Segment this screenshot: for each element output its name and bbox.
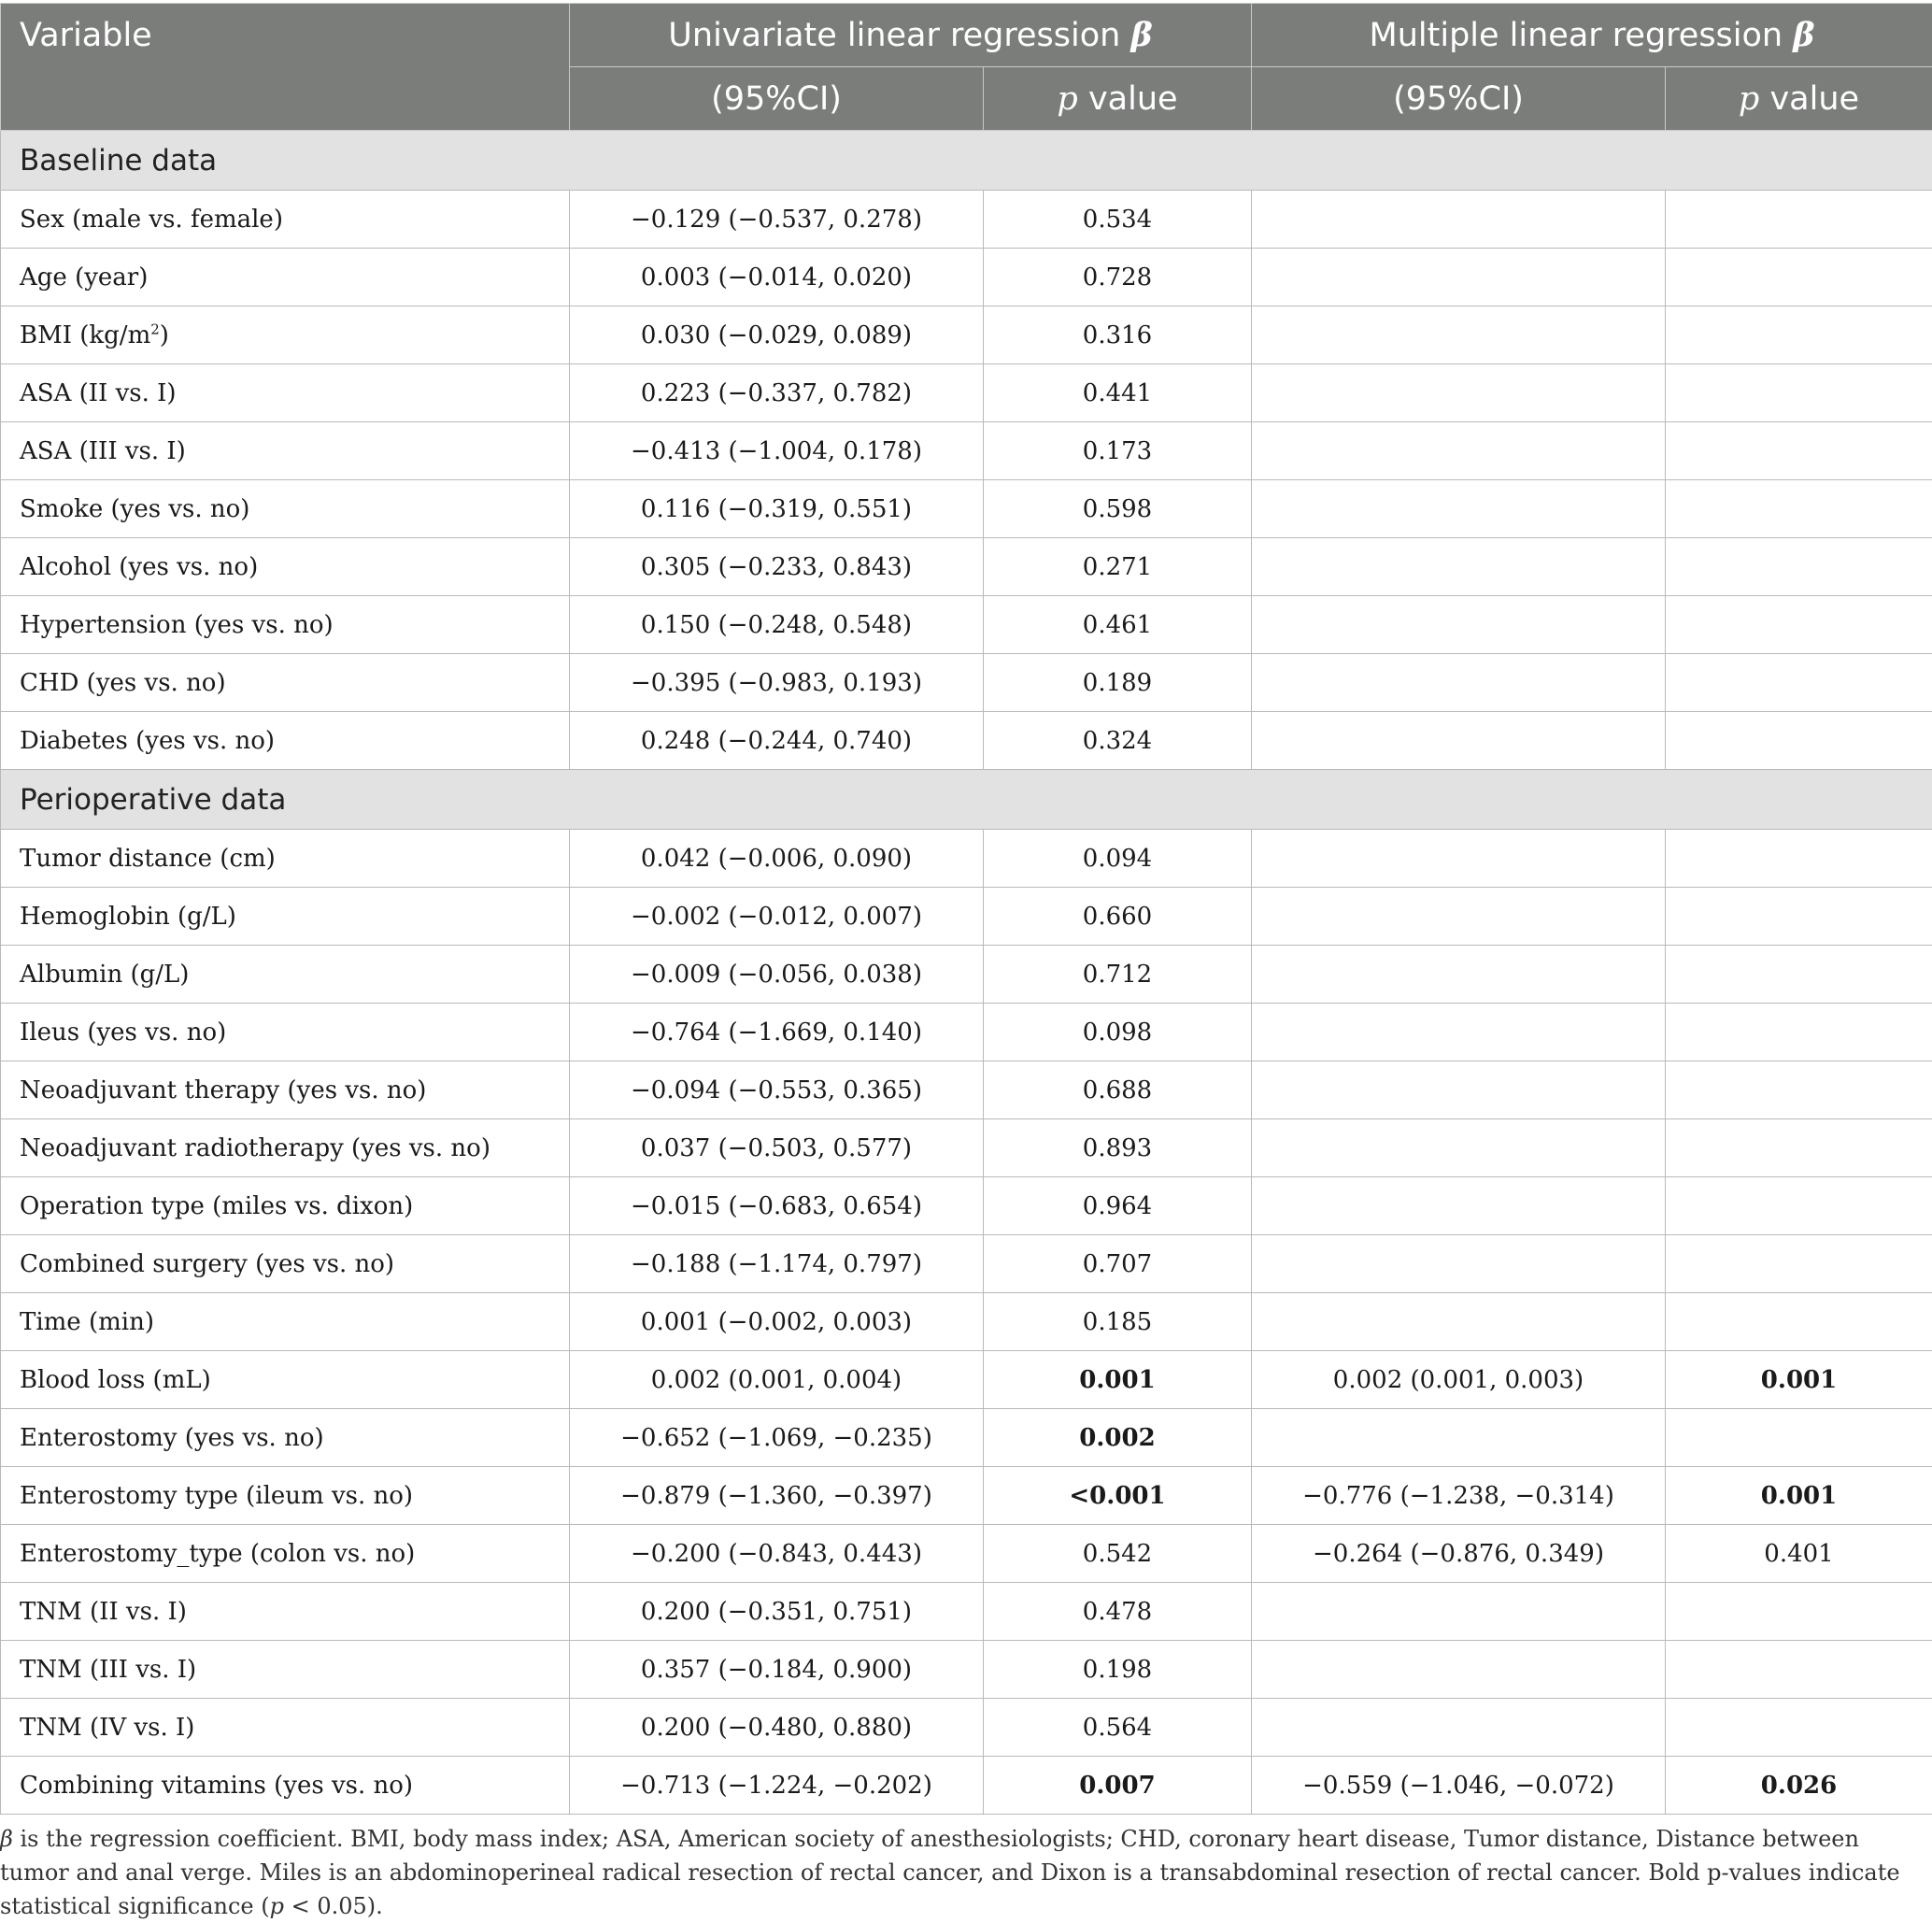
- cell-uni-ci: −0.188 (−1.174, 0.797): [570, 1235, 984, 1293]
- variable-text: CHD (yes vs. no): [20, 669, 226, 697]
- header-uni-p-italic: p: [1057, 80, 1077, 118]
- cell-multi-ci: 0.002 (0.001, 0.003): [1252, 1351, 1666, 1409]
- table-row: [1, 596, 1932, 654]
- variable-text: Hemoglobin (g/L): [20, 903, 236, 931]
- table-row: [1, 654, 1932, 712]
- cell-uni-p: 0.478: [984, 1583, 1252, 1641]
- cell-uni-ci: 0.150 (−0.248, 0.548): [570, 596, 984, 654]
- cell-uni-ci: 0.357 (−0.184, 0.900): [570, 1641, 984, 1699]
- cell-uni-p: 0.189: [984, 654, 1252, 712]
- variable-text: Diabetes (yes vs. no): [20, 727, 275, 755]
- table-row: [1, 1293, 1932, 1351]
- cell-variable: [1, 712, 570, 770]
- section-row: [1, 131, 1932, 191]
- table-body: [1, 131, 1932, 1815]
- table-row: [1, 888, 1932, 946]
- cell-variable: [1, 1351, 570, 1409]
- table-row: [1, 1177, 1932, 1235]
- cell-multi-p: 0.026: [1666, 1757, 1932, 1815]
- table-row: [1, 422, 1932, 480]
- cell-uni-ci: 0.200 (−0.480, 0.880): [570, 1699, 984, 1757]
- cell-variable: [1, 364, 570, 422]
- header-univariate-label: Univariate linear regression: [668, 17, 1120, 54]
- cell-uni-p: 0.893: [984, 1119, 1252, 1177]
- cell-uni-p: 0.688: [984, 1061, 1252, 1119]
- variable-text: TNM (II vs. I): [20, 1598, 187, 1626]
- cell-uni-p: 0.707: [984, 1235, 1252, 1293]
- cell-variable: [1, 1409, 570, 1467]
- cell-uni-ci: −0.764 (−1.669, 0.140): [570, 1004, 984, 1061]
- cell-uni-ci: 0.305 (−0.233, 0.843): [570, 538, 984, 596]
- table-row: [1, 1525, 1932, 1583]
- cell-multi-ci: −0.559 (−1.046, −0.072): [1252, 1757, 1666, 1815]
- cell-multi-p: [1666, 364, 1932, 422]
- variable-text: Alcohol (yes vs. no): [20, 553, 258, 581]
- cell-uni-p: 0.564: [984, 1699, 1252, 1757]
- cell-multi-ci: [1252, 654, 1666, 712]
- cell-variable: [1, 1467, 570, 1525]
- cell-multi-ci: [1252, 1177, 1666, 1235]
- variable-text: Smoke (yes vs. no): [20, 495, 249, 523]
- cell-multi-ci: [1252, 830, 1666, 888]
- variable-text: BMI (kg/m: [20, 321, 150, 349]
- cell-multi-p: [1666, 538, 1932, 596]
- cell-multi-p: [1666, 480, 1932, 538]
- footnote: [0, 1822, 1925, 1923]
- cell-multi-p: [1666, 1061, 1932, 1119]
- cell-multi-ci: −0.776 (−1.238, −0.314): [1252, 1467, 1666, 1525]
- cell-multi-ci: [1252, 946, 1666, 1004]
- section-row: [1, 770, 1932, 830]
- cell-variable: [1, 654, 570, 712]
- variable-text: TNM (III vs. I): [20, 1656, 196, 1684]
- header-multi-ci: (95%CI): [1252, 67, 1666, 131]
- cell-multi-p: 0.001: [1666, 1467, 1932, 1525]
- cell-multi-p: [1666, 654, 1932, 712]
- cell-uni-ci: 0.001 (−0.002, 0.003): [570, 1293, 984, 1351]
- variable-text: Hypertension (yes vs. no): [20, 611, 334, 639]
- cell-multi-p: [1666, 191, 1932, 249]
- cell-multi-ci: [1252, 1641, 1666, 1699]
- cell-uni-p: 0.324: [984, 712, 1252, 770]
- cell-variable: [1, 888, 570, 946]
- cell-variable: [1, 830, 570, 888]
- section-title: Baseline data: [1, 131, 1932, 191]
- cell-multi-p: 0.001: [1666, 1351, 1932, 1409]
- header-multiple: [1252, 4, 1932, 67]
- cell-variable: [1, 1004, 570, 1061]
- cell-uni-ci: 0.200 (−0.351, 0.751): [570, 1583, 984, 1641]
- cell-multi-p: [1666, 1177, 1932, 1235]
- cell-uni-ci: 0.248 (−0.244, 0.740): [570, 712, 984, 770]
- variable-text: Neoadjuvant radiotherapy (yes vs. no): [20, 1134, 490, 1162]
- cell-multi-p: [1666, 1293, 1932, 1351]
- cell-uni-p: 0.007: [984, 1757, 1252, 1815]
- cell-uni-p: 0.271: [984, 538, 1252, 596]
- cell-multi-p: [1666, 946, 1932, 1004]
- header-row-1: [1, 4, 1932, 67]
- cell-uni-p: 0.534: [984, 191, 1252, 249]
- cell-variable: [1, 596, 570, 654]
- variable-text: ASA (II vs. I): [20, 379, 177, 407]
- cell-multi-ci: [1252, 712, 1666, 770]
- cell-multi-p: [1666, 888, 1932, 946]
- cell-uni-ci: −0.652 (−1.069, −0.235): [570, 1409, 984, 1467]
- cell-multi-ci: [1252, 364, 1666, 422]
- cell-variable: [1, 538, 570, 596]
- cell-uni-p: <0.001: [984, 1467, 1252, 1525]
- cell-uni-ci: −0.009 (−0.056, 0.038): [570, 946, 984, 1004]
- cell-variable: [1, 1583, 570, 1641]
- cell-uni-ci: −0.015 (−0.683, 0.654): [570, 1177, 984, 1235]
- table-row: [1, 364, 1932, 422]
- cell-uni-ci: −0.713 (−1.224, −0.202): [570, 1757, 984, 1815]
- table-row: [1, 1351, 1932, 1409]
- cell-uni-ci: −0.413 (−1.004, 0.178): [570, 422, 984, 480]
- header-multi-p-value: value: [1769, 80, 1859, 118]
- cell-multi-p: [1666, 422, 1932, 480]
- cell-multi-ci: [1252, 596, 1666, 654]
- cell-uni-p: 0.542: [984, 1525, 1252, 1583]
- variable-text: Neoadjuvant therapy (yes vs. no): [20, 1076, 426, 1104]
- cell-multi-p: [1666, 306, 1932, 364]
- table-row: [1, 1061, 1932, 1119]
- cell-uni-p: 0.964: [984, 1177, 1252, 1235]
- cell-multi-p: [1666, 1641, 1932, 1699]
- cell-variable: [1, 249, 570, 306]
- header-uni-p-value: value: [1088, 80, 1178, 118]
- cell-uni-ci: −0.879 (−1.360, −0.397): [570, 1467, 984, 1525]
- header-multiple-label: Multiple linear regression: [1370, 17, 1783, 54]
- cell-multi-p: [1666, 1004, 1932, 1061]
- cell-uni-p: 0.185: [984, 1293, 1252, 1351]
- footnote-p: p: [270, 1893, 284, 1919]
- variable-text: Combined surgery (yes vs. no): [20, 1250, 394, 1278]
- cell-variable: [1, 1641, 570, 1699]
- cell-uni-p: 0.728: [984, 249, 1252, 306]
- cell-uni-p: 0.461: [984, 596, 1252, 654]
- cell-variable: [1, 306, 570, 364]
- cell-variable: [1, 1757, 570, 1815]
- header-uni-p: [984, 67, 1252, 131]
- cell-uni-p: 0.198: [984, 1641, 1252, 1699]
- variable-text: Combining vitamins (yes vs. no): [20, 1772, 413, 1800]
- cell-multi-ci: [1252, 1004, 1666, 1061]
- cell-variable: [1, 1177, 570, 1235]
- cell-variable: [1, 946, 570, 1004]
- header-multi-p-italic: p: [1739, 80, 1759, 118]
- variable-text: Ileus (yes vs. no): [20, 1018, 226, 1047]
- cell-uni-ci: −0.094 (−0.553, 0.365): [570, 1061, 984, 1119]
- cell-multi-p: 0.401: [1666, 1525, 1932, 1583]
- cell-uni-p: 0.173: [984, 422, 1252, 480]
- cell-variable: [1, 1699, 570, 1757]
- cell-uni-ci: 0.116 (−0.319, 0.551): [570, 480, 984, 538]
- cell-multi-ci: [1252, 422, 1666, 480]
- cell-variable: [1, 1525, 570, 1583]
- cell-multi-ci: [1252, 480, 1666, 538]
- cell-uni-p: 0.712: [984, 946, 1252, 1004]
- cell-multi-ci: [1252, 538, 1666, 596]
- variable-text: Time (min): [20, 1308, 154, 1336]
- cell-uni-p: 0.660: [984, 888, 1252, 946]
- footnote-text: is the regression coefficient. BMI, body mass index; ASA, American society of anesthesiologists; CHD, coronary heart disease, Tumor distance, Distance between tumor and anal verge. Miles is an abdominoperineal radical resection of rectal cancer, and Dixon is a transabdominal resection of rectal cancer. Bold p-values indicate statistical significance (: [0, 1826, 1900, 1919]
- footnote-end: < 0.05).: [284, 1893, 383, 1919]
- cell-multi-ci: [1252, 1699, 1666, 1757]
- cell-multi-p: [1666, 712, 1932, 770]
- cell-uni-ci: 0.223 (−0.337, 0.782): [570, 364, 984, 422]
- cell-multi-ci: [1252, 1061, 1666, 1119]
- variable-superscript: 2: [150, 320, 160, 337]
- table-row: [1, 249, 1932, 306]
- cell-uni-p: 0.441: [984, 364, 1252, 422]
- cell-uni-ci: 0.037 (−0.503, 0.577): [570, 1119, 984, 1177]
- table-row: [1, 1757, 1932, 1815]
- section-title: Perioperative data: [1, 770, 1932, 830]
- table-row: [1, 1235, 1932, 1293]
- cell-uni-ci: −0.395 (−0.983, 0.193): [570, 654, 984, 712]
- cell-multi-ci: [1252, 191, 1666, 249]
- cell-variable: [1, 191, 570, 249]
- header-variable: Variable: [1, 4, 570, 131]
- header-multiple-beta: β: [1793, 16, 1814, 54]
- cell-uni-p: 0.002: [984, 1409, 1252, 1467]
- cell-uni-p: 0.098: [984, 1004, 1252, 1061]
- table-row: [1, 1467, 1932, 1525]
- table-row: [1, 830, 1932, 888]
- cell-variable: [1, 1061, 570, 1119]
- cell-uni-ci: 0.042 (−0.006, 0.090): [570, 830, 984, 888]
- header-univariate-beta: β: [1130, 16, 1152, 54]
- table-row: [1, 306, 1932, 364]
- cell-multi-ci: [1252, 1293, 1666, 1351]
- table-row: [1, 1409, 1932, 1467]
- cell-multi-p: [1666, 596, 1932, 654]
- table-row: [1, 1583, 1932, 1641]
- cell-multi-p: [1666, 1583, 1932, 1641]
- cell-multi-ci: [1252, 1583, 1666, 1641]
- table-row: [1, 480, 1932, 538]
- cell-variable: [1, 1119, 570, 1177]
- table-row: [1, 1119, 1932, 1177]
- variable-text: Sex (male vs. female): [20, 206, 283, 234]
- footnote-beta: β: [0, 1826, 13, 1852]
- cell-uni-p: 0.316: [984, 306, 1252, 364]
- variable-text: Blood loss (mL): [20, 1366, 211, 1394]
- cell-multi-p: [1666, 1409, 1932, 1467]
- cell-multi-p: [1666, 830, 1932, 888]
- table-row: [1, 1699, 1932, 1757]
- cell-multi-ci: [1252, 1235, 1666, 1293]
- header-univariate: [570, 4, 1252, 67]
- cell-uni-ci: 0.002 (0.001, 0.004): [570, 1351, 984, 1409]
- cell-multi-p: [1666, 1235, 1932, 1293]
- cell-variable: [1, 422, 570, 480]
- variable-text: Albumin (g/L): [20, 961, 189, 989]
- variable-text: Enterostomy type (ileum vs. no): [20, 1482, 413, 1510]
- cell-variable: [1, 1235, 570, 1293]
- cell-multi-p: [1666, 1119, 1932, 1177]
- header-multi-p: [1666, 67, 1932, 131]
- cell-uni-p: 0.598: [984, 480, 1252, 538]
- cell-multi-ci: [1252, 888, 1666, 946]
- cell-multi-ci: [1252, 249, 1666, 306]
- header-uni-ci: (95%CI): [570, 67, 984, 131]
- variable-text-after: ): [160, 321, 169, 349]
- cell-variable: [1, 1293, 570, 1351]
- variable-text: TNM (IV vs. I): [20, 1714, 194, 1742]
- cell-uni-ci: −0.129 (−0.537, 0.278): [570, 191, 984, 249]
- cell-multi-ci: [1252, 306, 1666, 364]
- table-row: [1, 946, 1932, 1004]
- cell-multi-ci: [1252, 1119, 1666, 1177]
- variable-text: Enterostomy (yes vs. no): [20, 1424, 324, 1452]
- cell-multi-ci: −0.264 (−0.876, 0.349): [1252, 1525, 1666, 1583]
- cell-uni-ci: −0.002 (−0.012, 0.007): [570, 888, 984, 946]
- variable-text: Age (year): [20, 264, 148, 292]
- cell-uni-ci: 0.003 (−0.014, 0.020): [570, 249, 984, 306]
- regression-table: [0, 3, 1932, 1815]
- variable-text: Tumor distance (cm): [20, 845, 276, 873]
- variable-text: Enterostomy_type (colon vs. no): [20, 1540, 415, 1568]
- cell-multi-p: [1666, 1699, 1932, 1757]
- cell-variable: [1, 480, 570, 538]
- table-row: [1, 1004, 1932, 1061]
- cell-multi-p: [1666, 249, 1932, 306]
- cell-uni-p: 0.094: [984, 830, 1252, 888]
- cell-multi-ci: [1252, 1409, 1666, 1467]
- cell-uni-ci: 0.030 (−0.029, 0.089): [570, 306, 984, 364]
- cell-uni-p: 0.001: [984, 1351, 1252, 1409]
- table-row: [1, 538, 1932, 596]
- variable-text: ASA (III vs. I): [20, 437, 186, 465]
- table-row: [1, 1641, 1932, 1699]
- cell-uni-ci: −0.200 (−0.843, 0.443): [570, 1525, 984, 1583]
- table-row: [1, 191, 1932, 249]
- variable-text: Operation type (miles vs. dixon): [20, 1192, 413, 1220]
- table-row: [1, 712, 1932, 770]
